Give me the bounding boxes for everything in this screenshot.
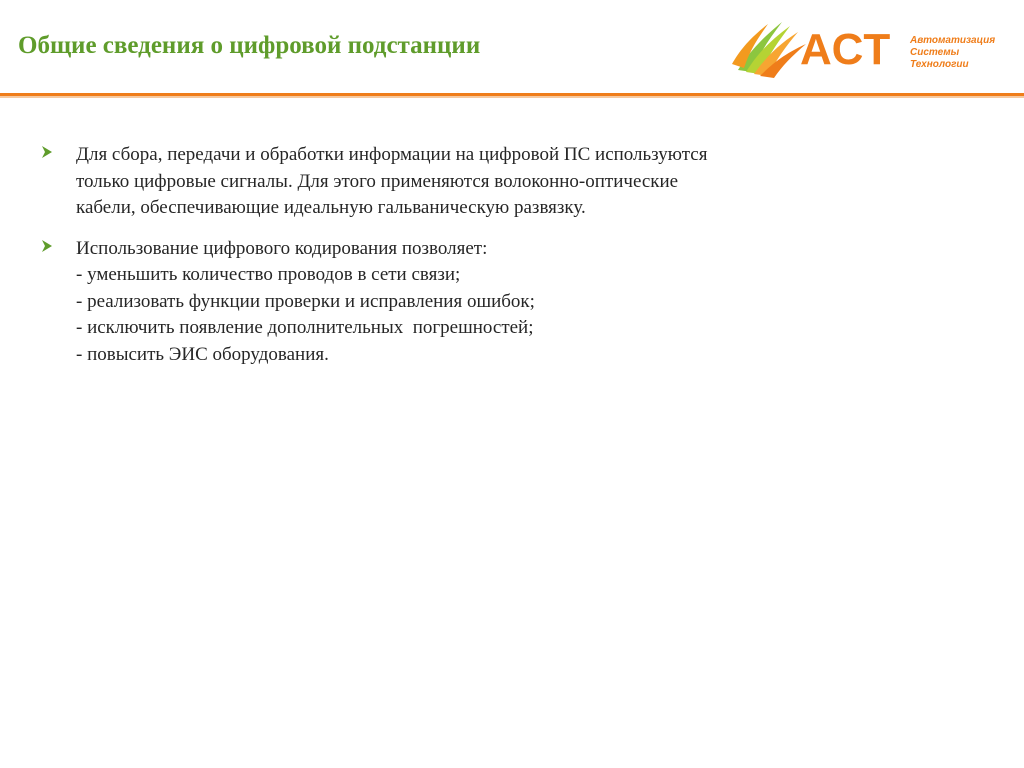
- logo-tagline-line: Автоматизация: [910, 35, 996, 46]
- bullet-text: [76, 236, 860, 369]
- logo-tagline: [910, 35, 995, 71]
- bullet-line: только цифровые сигналы. Для этого применяются волоконно-оптические: [76, 170, 679, 192]
- arrow-chevron-bullet-icon: [40, 145, 54, 159]
- bullet-line: кабели, обеспечивающие идеальную гальваническую развязку.: [76, 197, 586, 218]
- slide-title: Общие сведения о цифровой подстанции: [18, 32, 481, 59]
- header-divider-shadow: [0, 96, 1024, 98]
- arrow-chevron-bullet-icon: [40, 239, 54, 253]
- logo-tagline-line: Системы: [910, 47, 960, 58]
- bullet-line: - повысить ЭИС оборудования.: [76, 343, 329, 365]
- bullet-line: - уменьшить количество проводов в сети связи;: [76, 264, 461, 285]
- bullet-item: [40, 142, 860, 222]
- logo-wordmark: АСТ: [800, 25, 892, 74]
- company-logo: [730, 14, 1020, 80]
- logo-tagline-line: Технологии: [910, 59, 969, 70]
- bullet-line: - исключить появление дополнительных погрешностей;: [76, 317, 534, 338]
- bullet-line: Для сбора, передачи и обработки информации на цифровой ПС используются: [76, 144, 708, 165]
- slide-body: [40, 142, 860, 382]
- leaf-swoosh-logo-icon: [730, 14, 810, 80]
- bullet-line: Использование цифрового кодирования позволяет:: [76, 237, 488, 259]
- bullet-line: - реализовать функции проверки и исправления ошибок;: [76, 290, 535, 312]
- bullet-text: [76, 142, 860, 222]
- bullet-item: [40, 236, 860, 369]
